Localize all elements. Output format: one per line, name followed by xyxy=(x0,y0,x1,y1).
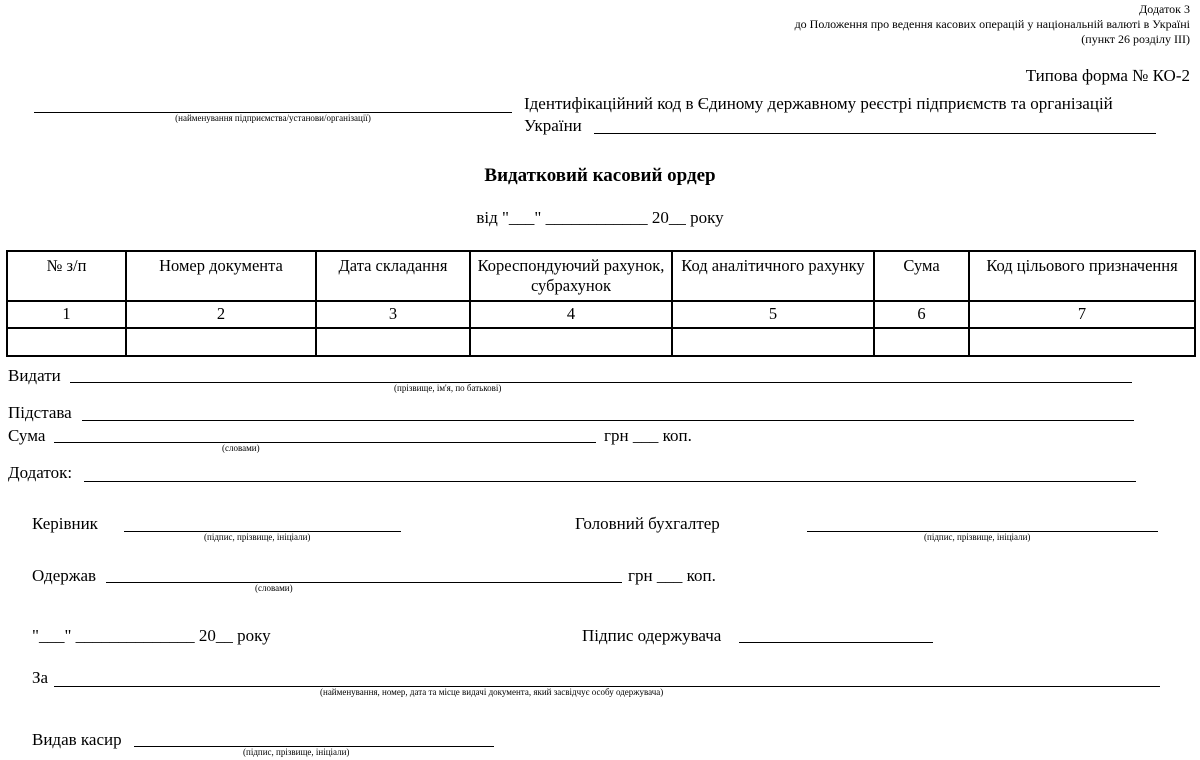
table-input-cell[interactable] xyxy=(126,328,316,356)
buhgalter-label: Головний бухгалтер xyxy=(575,514,720,533)
org-code-line[interactable] xyxy=(594,133,1156,134)
table-header-cell: № з/п xyxy=(7,251,126,301)
oderzhav-line[interactable] xyxy=(106,582,622,583)
table-number-cell: 2 xyxy=(126,301,316,328)
table-number-cell: 7 xyxy=(969,301,1195,328)
sign-date-line: "___" ______________ 20__ року xyxy=(32,626,271,645)
table-input-cell[interactable] xyxy=(470,328,672,356)
table-row xyxy=(7,328,1195,356)
table-number-cell: 6 xyxy=(874,301,969,328)
annex-line-3: (пункт 26 розділу ІІІ) xyxy=(1081,32,1190,46)
pidpys-label: Підпис одержувача xyxy=(582,626,722,645)
table-input-cell[interactable] xyxy=(874,328,969,356)
suma-label: Сума xyxy=(8,426,46,445)
table-header-row xyxy=(7,251,1195,301)
pidstava-label: Підстава xyxy=(8,403,72,422)
za-caption: (найменування, номер, дата та місце видачі документа, який засвідчує особу одержувача) xyxy=(320,687,664,697)
table-header-cell: Код аналітичного рахунку xyxy=(672,251,874,301)
oderzhav-label: Одержав xyxy=(32,566,97,585)
vydaty-line[interactable] xyxy=(70,382,1132,383)
document-date-line: від "___" ____________ 20__ року xyxy=(476,208,724,227)
annex-line-2: до Положення про ведення касових операцій у національній валюті в Україні xyxy=(794,17,1190,31)
za-label: За xyxy=(32,668,49,687)
kerivnyk-caption: (підпис, прізвище, ініціали) xyxy=(204,532,311,542)
table-input-cell[interactable] xyxy=(672,328,874,356)
pidstava-line[interactable] xyxy=(82,420,1134,421)
document-title: Видатковий касовий ордер xyxy=(484,165,716,186)
table-header-cell: Дата складання xyxy=(316,251,470,301)
table-input-cell[interactable] xyxy=(7,328,126,356)
form-type-label: Типова форма № КО-2 xyxy=(1025,66,1190,85)
suma-line[interactable] xyxy=(54,442,596,443)
table-input-cell[interactable] xyxy=(969,328,1195,356)
kasyr-caption: (підпис, прізвище, ініціали) xyxy=(243,747,350,757)
table-number-row xyxy=(7,301,1195,328)
pidpys-line[interactable] xyxy=(739,642,933,643)
table-number-cell: 5 xyxy=(672,301,874,328)
table-header-cell: Сума xyxy=(874,251,969,301)
table-header-cell: Код цільового призначення xyxy=(969,251,1195,301)
dodatok-line[interactable] xyxy=(84,481,1136,482)
table-input-cell[interactable] xyxy=(316,328,470,356)
kasyr-label: Видав касир xyxy=(32,730,122,749)
suma-tail: грн ___ коп. xyxy=(604,426,692,445)
oderzhav-tail: грн ___ коп. xyxy=(628,566,716,585)
vydaty-label: Видати xyxy=(8,366,61,385)
annex-line-1: Додаток 3 xyxy=(1139,2,1190,16)
table-number-cell: 4 xyxy=(470,301,672,328)
org-code-label-2: України xyxy=(524,116,582,135)
table-header-cell: Кореспондуючий рахунок, субрахунок xyxy=(470,251,672,301)
org-code-label: Ідентифікаційний код в Єдиному державному реєстрі підприємств та організацій xyxy=(524,94,1113,113)
buhgalter-caption: (підпис, прізвище, ініціали) xyxy=(924,532,1031,542)
table-number-cell: 1 xyxy=(7,301,126,328)
org-name-caption: (найменування підприємства/установи/організації) xyxy=(175,113,371,123)
kerivnyk-label: Керівник xyxy=(32,514,98,533)
table-header-cell: Номер документа xyxy=(126,251,316,301)
vydaty-caption: (прізвище, ім'я, по батькові) xyxy=(394,383,502,393)
order-table xyxy=(6,250,1196,357)
table-number-cell: 3 xyxy=(316,301,470,328)
oderzhav-caption: (словами) xyxy=(255,583,293,593)
suma-caption: (словами) xyxy=(222,443,260,453)
dodatok-label: Додаток: xyxy=(8,463,73,482)
